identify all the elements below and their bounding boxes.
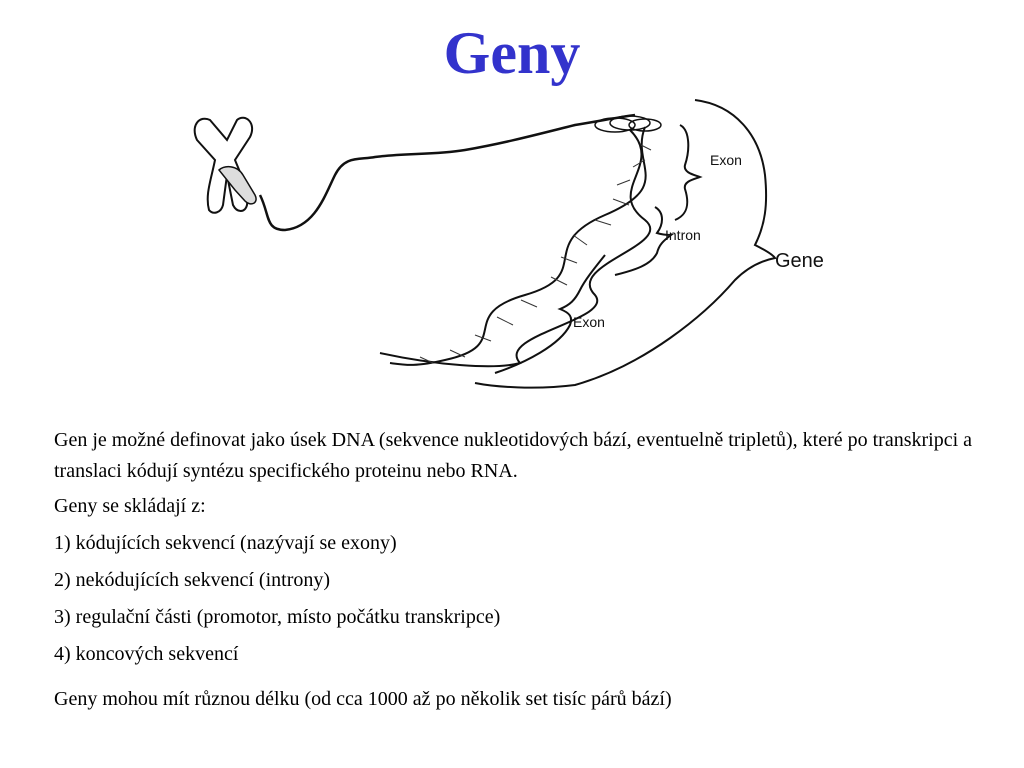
chromosome-icon — [195, 118, 256, 213]
composition-item-3: 3) regulační části (promotor, místo počátku transkripce) — [54, 606, 501, 628]
composition-item-1: 1) kódujících sekvencí (nazývají se exony) — [54, 532, 397, 554]
slide-body — [54, 425, 984, 715]
dna-helix — [380, 127, 650, 366]
label-intron: Intron — [665, 227, 701, 243]
chromatin-fiber — [260, 115, 635, 230]
gene-structure-illustration — [175, 95, 875, 395]
composition-intro: Geny se skládají z: — [54, 495, 206, 517]
composition-item-2: 2) nekódujících sekvencí (introny) — [54, 569, 331, 591]
gene-definition-paragraph: Gen je možné definovat jako úsek DNA (sekvence nukleotidových bází, eventuelně tripletů), které po transkripci a translaci kódují syntézu specifického proteinu nebo RNA. — [54, 429, 973, 482]
slide-title: Geny — [443, 20, 581, 86]
dna-coil — [595, 116, 661, 132]
label-gene: Gene — [775, 250, 824, 272]
gene-length-note: Geny mohou mít různou délku (od cca 1000 až po několik set tisíc párů bází) — [54, 688, 672, 710]
label-exon-bottom: Exon — [573, 314, 605, 330]
label-exon-top: Exon — [710, 152, 742, 168]
composition-item-4: 4) koncových sekvencí — [54, 643, 239, 665]
dna-base-pairs — [420, 145, 651, 363]
label-braces — [475, 100, 775, 388]
